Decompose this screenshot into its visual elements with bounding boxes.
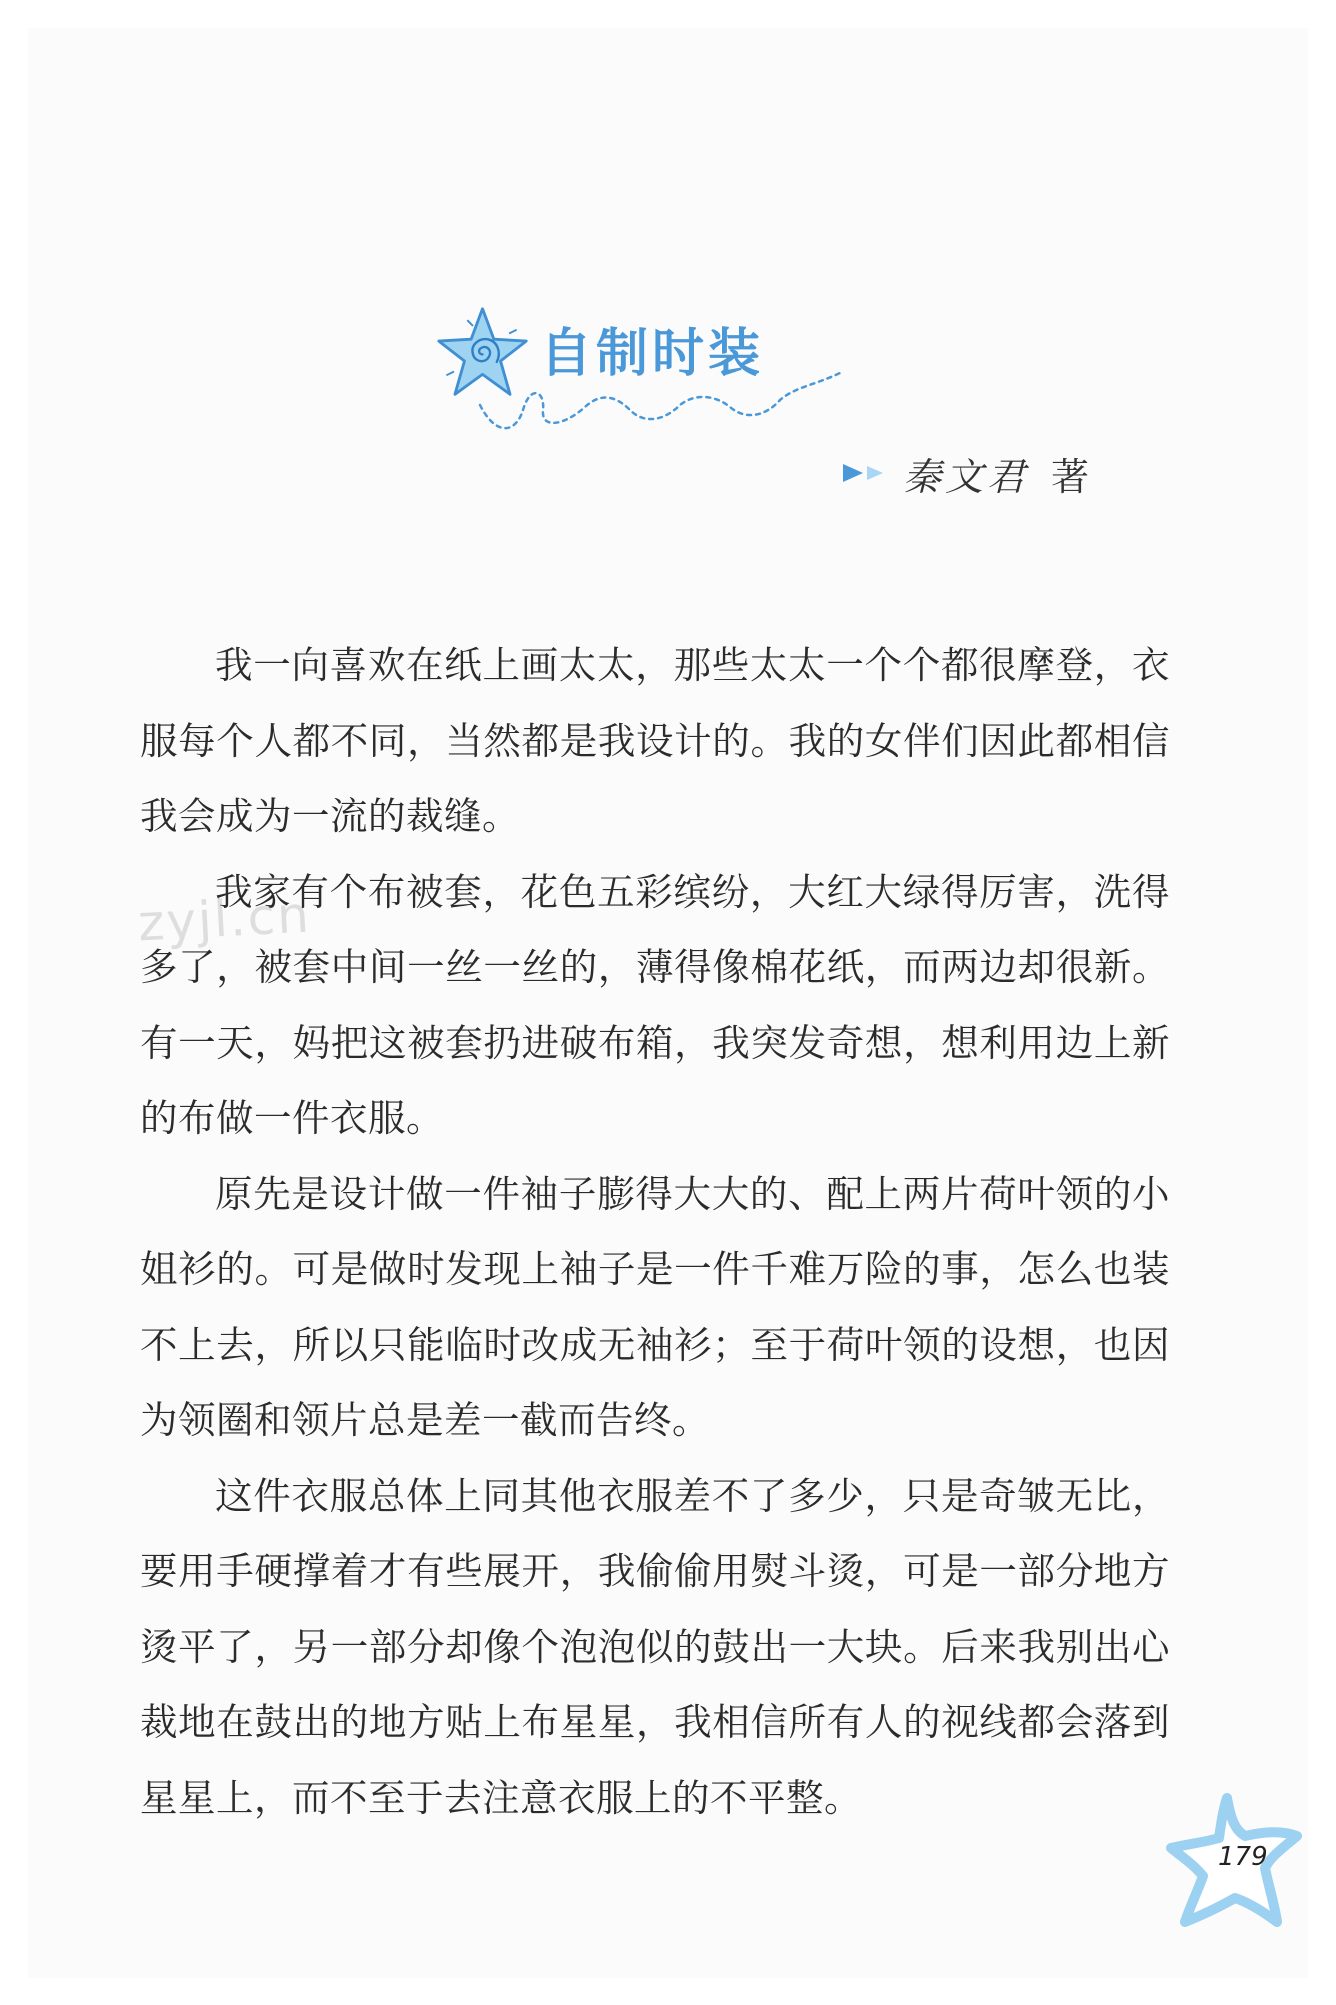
paragraph: 这件衣服总体上同其他衣服差不了多少，只是奇皱无比，要用手硬撑着才有些展开，我偷偷用熨斗烫，可是一部分地方烫平了，另一部分却像个泡泡似的鼓出一大块。后来我别出心裁地在鼓出的地方贴上布星星，我相信所有人的视线都会落到星星上，而不至于去注意衣服上的不平整。 [140, 1473, 1170, 1820]
byline [843, 448, 1089, 498]
dotted-wave-decoration [475, 365, 845, 435]
article-title: 自制时装 [540, 324, 765, 384]
paragraph: 我家有个布被套，花色五彩缤纷，大红大绿得厉害，洗得多了，被套中间一丝一丝的，薄得像棉花纸，而两边却很新。有一天，妈把这被套扔进破布箱，我突发奇想，想利用边上新的布做一件衣服。 [140, 869, 1170, 1140]
article-body [140, 628, 1170, 1836]
double-arrow-icon [843, 462, 895, 484]
watermark: zyjl.cn [136, 885, 313, 953]
page-number: 179 [1218, 1842, 1268, 1872]
paragraph: 我一向喜欢在纸上画太太，那些太太一个个都很摩登，衣服每个人都不同，当然都是我设计的。我的女伴们因此都相信我会成为一流的裁缝。 [140, 643, 1170, 838]
author-suffix: 著 [1051, 454, 1090, 499]
paragraph: 原先是设计做一件袖子膨得大大的、配上两片荷叶领的小姐衫的。可是做时发现上袖子是一件千难万险的事，怎么也装不上去，所以只能临时改成无袖衫；至于荷叶领的设想，也因为领圈和领片总是差一截而告终。 [140, 1171, 1170, 1442]
title-block [435, 305, 825, 435]
author-name: 秦文君 [903, 454, 1030, 499]
